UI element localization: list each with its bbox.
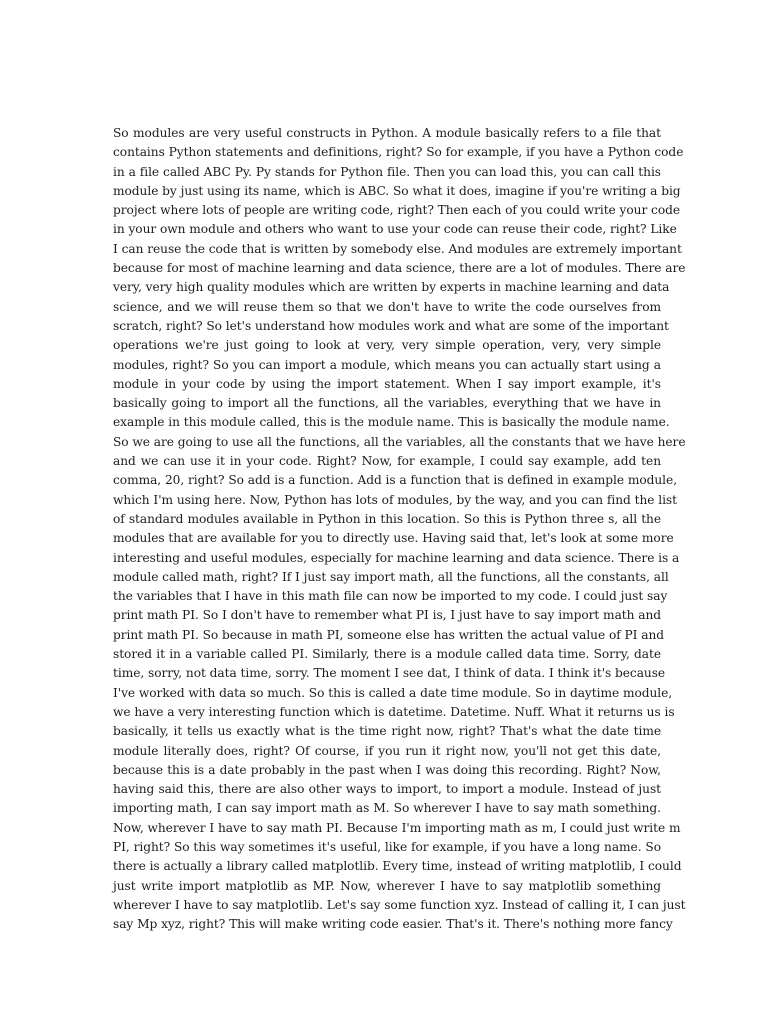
text-line: in a file called ABC Py. Py stands for Python file. Then you can load this, you can call this: [113, 164, 661, 179]
text-line: modules, right? So you can import a module, which means you can actually start using a: [113, 357, 661, 372]
text-line: time, sorry, not data time, sorry. The moment I see dat, I think of data. I think it's because: [113, 666, 666, 681]
text-line: of standard modules available in Python in this location. So this is Python three s, all the: [113, 511, 661, 526]
text-line: example in this module called, this is the module name. This is basically the module name.: [113, 415, 670, 430]
text-line: I can reuse the code that is written by somebody else. And modules are extremely important: [113, 241, 682, 256]
text-line: operations we're just going to look at very, very simple operation, very, very simple: [113, 338, 661, 353]
text-line: PI, right? So this way sometimes it's useful, like for example, if you have a long name. So: [113, 839, 661, 854]
text-line: basically, it tells us exactly what is the time right now, right? That's what the date time: [113, 724, 661, 739]
text-line: there is actually a library called matplotlib. Every time, instead of writing matplotlib, I could: [113, 859, 682, 874]
text-line: having said this, there are also other ways to import, to import a module. Instead of just: [113, 782, 661, 797]
text-line: because for most of machine learning and data science, there are a lot of modules. There are: [113, 261, 686, 276]
text-line: just write import matplotlib as MP. Now, wherever I have to say matplotlib something: [113, 878, 661, 893]
text-line: the variables that I have in this math file can now be imported to my code. I could just say: [113, 589, 668, 604]
text-line: print math PI. So I don't have to remember what PI is, I just have to say import math and: [113, 608, 662, 623]
text-line: science, and we will reuse them so that we don't have to write the code ourselves from: [113, 299, 661, 314]
text-line: Now, wherever I have to say math PI. Because I'm importing math as m, I could just write m: [113, 820, 681, 835]
text-line: we have a very interesting function which is datetime. Datetime. Nuff. What it returns us is: [113, 704, 675, 719]
text-line: and we can use it in your code. Right? Now, for example, I could say example, add ten: [113, 454, 661, 469]
text-line: which I'm using here. Now, Python has lots of modules, by the way, and you can find the list: [113, 492, 677, 507]
text-line: interesting and useful modules, especially for machine learning and data science. There is a: [113, 550, 680, 565]
text-line: stored it in a variable called PI. Similarly, there is a module called data time. Sorry, date: [113, 647, 661, 662]
text-line: project where lots of people are writing code, right? Then each of you could write your code: [113, 203, 681, 218]
text-line: basically going to import all the functions, all the variables, everything that we have in: [113, 396, 661, 411]
text-line: importing math, I can say import math as M. So wherever I have to say math something.: [113, 801, 661, 816]
text-line: contains Python statements and definitions, right? So for example, if you have a Python code: [113, 145, 684, 160]
text-line: module by just using its name, which is ABC. So what it does, imagine if you're writing a big: [113, 183, 681, 198]
text-line: wherever I have to say matplotlib. Let's say some function xyz. Instead of calling it, I can just: [113, 897, 686, 912]
text-line: So modules are very useful constructs in Python. A module basically refers to a file that: [113, 126, 661, 140]
text-line: module called math, right? If I just say import math, all the functions, all the constants, all: [113, 569, 669, 584]
text-line: very, very high quality modules which are written by experts in machine learning and data: [113, 280, 670, 295]
text-line: in your own module and others who want to use your code can reuse their code, right? Like: [113, 222, 677, 237]
text-line: modules that are available for you to directly use. Having said that, let's look at some more: [113, 531, 674, 546]
text-line: print math PI. So because in math PI, someone else has written the actual value of PI and: [113, 627, 665, 642]
text-line: comma, 20, right? So add is a function. Add is a function that is defined in example module,: [113, 473, 678, 488]
text-line: So we are going to use all the functions, all the variables, all the constants that we have here: [113, 434, 686, 449]
transcript-paragraph: [113, 124, 686, 934]
text-line: because this is a date probably in the past when I was doing this recording. Right? Now,: [113, 762, 661, 777]
text-line: I've worked with data so much. So this is called a date time module. So in daytime module,: [113, 685, 673, 700]
text-line: say Mp xyz, right? This will make writing code easier. That's it. There's nothing more fancy: [113, 917, 673, 932]
text-line: module in your code by using the import statement. When I say import example, it's: [113, 376, 661, 391]
text-line: module literally does, right? Of course, if you run it right now, you'll not get this date,: [113, 743, 661, 758]
text-line: scratch, right? So let's understand how modules work and what are some of the important: [113, 318, 669, 333]
